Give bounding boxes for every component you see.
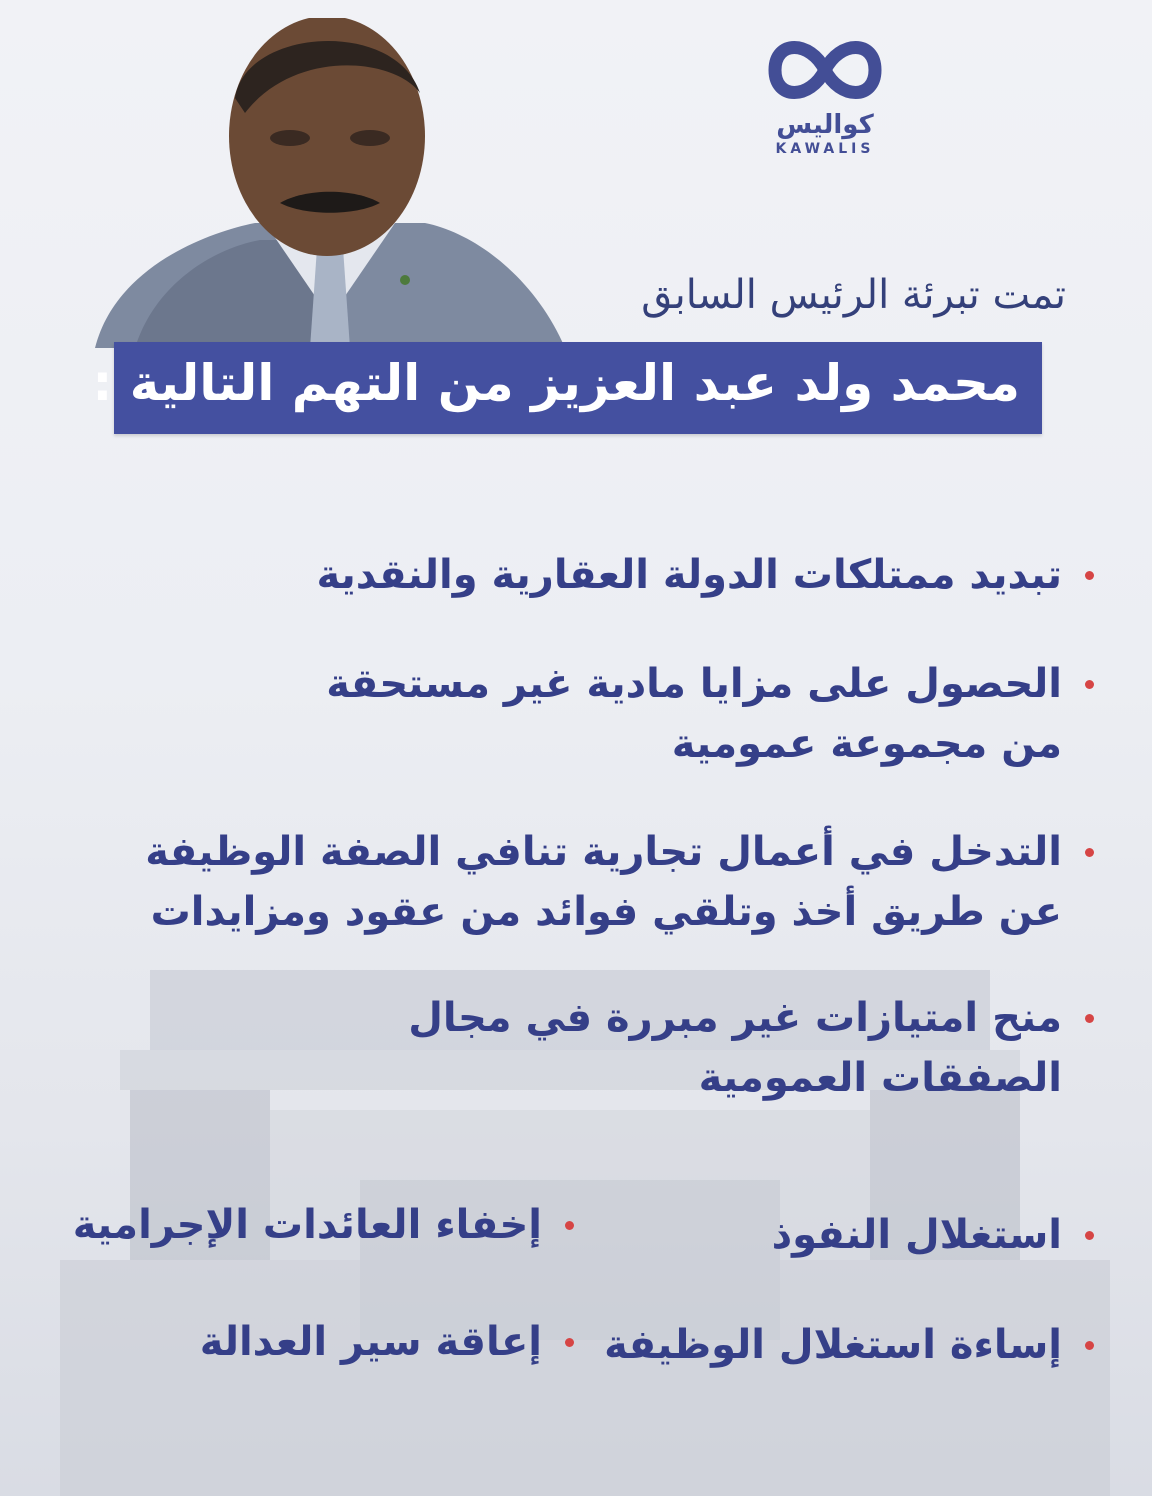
- charge-line: إساءة استغلال الوظيفة: [604, 1322, 1062, 1368]
- charge-line: منح امتيازات غير مبررة في مجال: [408, 995, 1062, 1041]
- bullet-dot: [1085, 680, 1094, 689]
- bullet-dot: [1085, 1231, 1094, 1240]
- charge-item: [772, 1205, 1062, 1265]
- banner-title: محمد ولد عبد العزيز من التهم التالية :: [92, 354, 1020, 412]
- bullet-dot: [565, 1338, 574, 1347]
- charge-line: عن طريق أخذ وتلقي فوائد من عقود ومزايدات: [150, 889, 1062, 935]
- charge-line: تبديد ممتلكات الدولة العقارية والنقدية: [316, 552, 1062, 598]
- infinity-ribbon-icon: [765, 30, 885, 110]
- charge-item: [326, 654, 1062, 774]
- charge-line: إخفاء العائدات الإجرامية: [72, 1202, 542, 1248]
- bullet-dot: [1085, 571, 1094, 580]
- charge-item: [145, 822, 1062, 942]
- charge-line: الحصول على مزايا مادية غير مستحقة: [326, 661, 1062, 707]
- charge-item: [408, 988, 1062, 1108]
- bullet-dot: [1085, 1014, 1094, 1023]
- bullet-dot: [565, 1221, 574, 1230]
- charge-line: من مجموعة عمومية: [671, 721, 1062, 767]
- charge-line: التدخل في أعمال تجارية تنافي الصفة الوظيفة: [145, 829, 1062, 875]
- charge-item: [200, 1312, 542, 1372]
- logo-arabic-text: كواليس: [776, 110, 874, 140]
- charge-line: الصفقات العمومية: [698, 1055, 1062, 1101]
- logo-latin-text: KAWALIS: [775, 141, 875, 157]
- subtitle: تمت تبرئة الرئيس السابق: [641, 272, 1066, 318]
- charge-line: إعاقة سير العدالة: [199, 1319, 542, 1365]
- charge-item: [73, 1195, 542, 1255]
- charge-item: [604, 1315, 1062, 1375]
- title-banner: [92, 342, 1042, 434]
- charge-item: [317, 545, 1063, 605]
- charge-line: استغلال النفوذ: [771, 1212, 1062, 1258]
- former-president-portrait: [95, 18, 565, 348]
- bullet-dot: [1085, 848, 1094, 857]
- bullet-dot: [1085, 1341, 1094, 1350]
- kawalis-logo: [755, 30, 895, 190]
